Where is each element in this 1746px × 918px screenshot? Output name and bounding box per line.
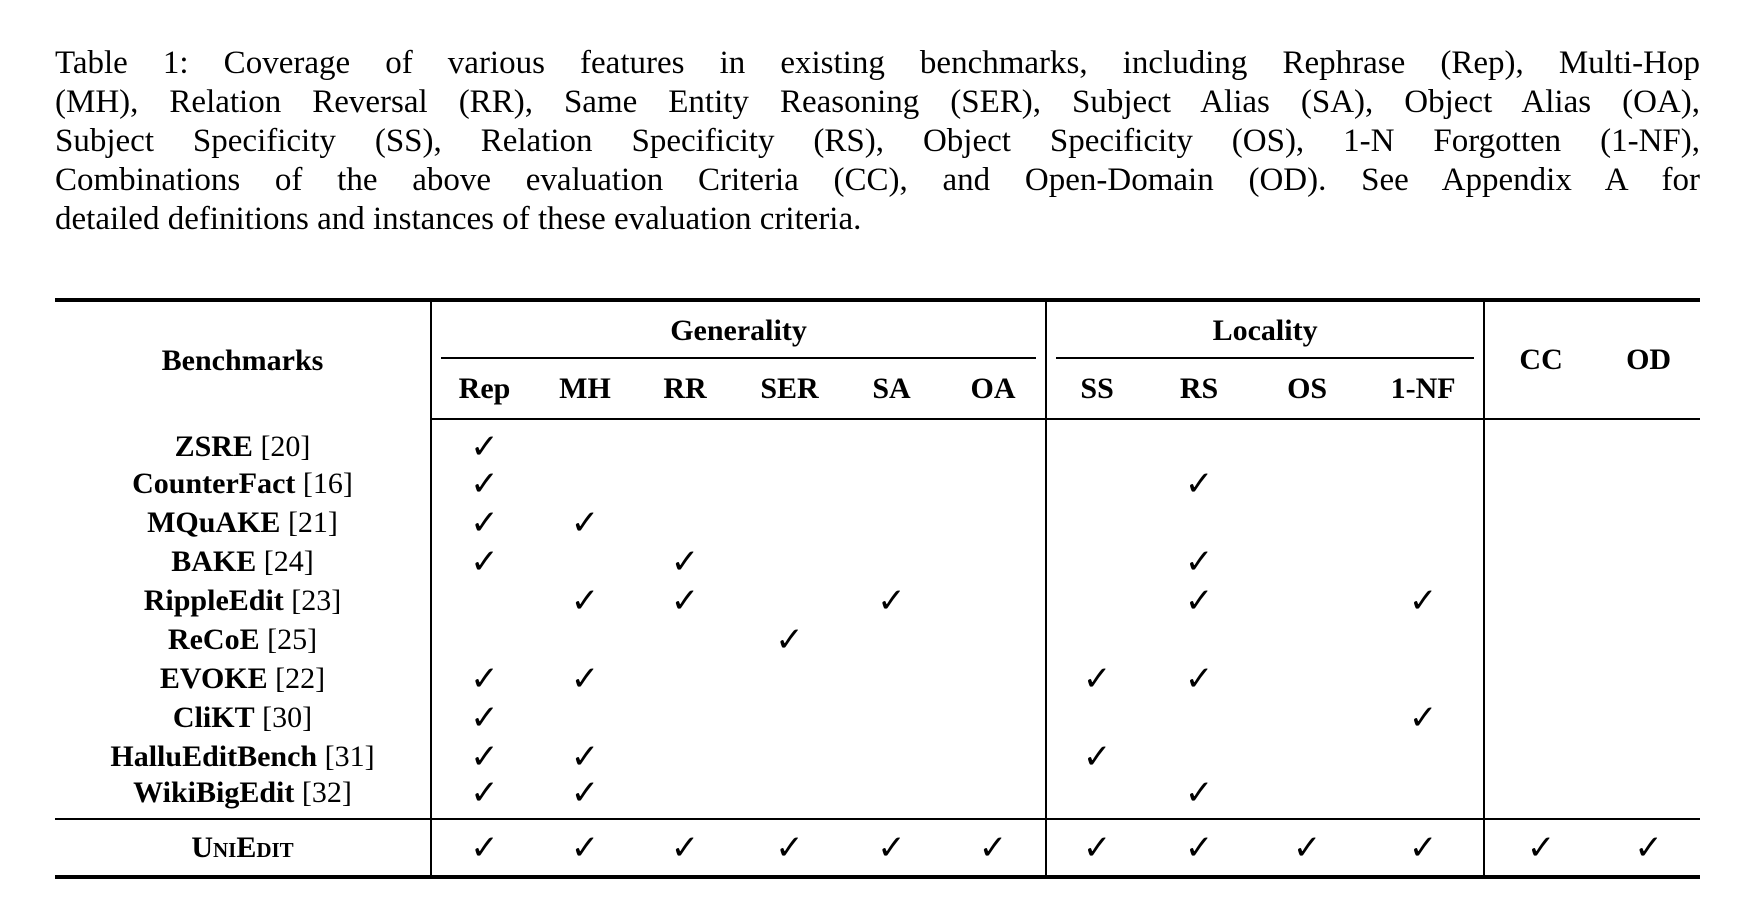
table-row — [55, 419, 1700, 464]
table-row — [55, 698, 1700, 737]
benchmark-ref: [31] — [317, 739, 375, 773]
locality-group-header: Locality — [1046, 300, 1484, 359]
benchmark-ref: [25] — [259, 622, 318, 656]
empty-cell — [633, 419, 737, 464]
benchmark-name: MQuAKE — [147, 505, 281, 539]
empty-cell — [1046, 464, 1147, 503]
empty-cell — [941, 464, 1046, 503]
check-icon: ✓ — [1046, 737, 1147, 776]
empty-cell — [941, 659, 1046, 698]
empty-cell — [737, 419, 842, 464]
col-header-rep: Rep — [431, 359, 537, 419]
empty-cell — [842, 542, 941, 581]
benchmark-name: BAKE — [171, 544, 257, 578]
empty-cell — [1251, 620, 1363, 659]
empty-cell — [1363, 503, 1484, 542]
benchmark-label — [55, 698, 431, 737]
empty-cell — [1147, 737, 1251, 776]
check-icon: ✓ — [1184, 541, 1214, 582]
uniedit-row — [55, 819, 1700, 877]
benchmark-label — [55, 464, 431, 503]
empty-cell — [737, 581, 842, 620]
benchmark-name: CliKT — [172, 700, 255, 734]
empty-cell — [1363, 464, 1484, 503]
benchmark-name: EVOKE — [159, 661, 268, 695]
empty-cell — [1363, 542, 1484, 581]
empty-cell — [1251, 659, 1363, 698]
empty-cell — [1597, 620, 1700, 659]
empty-cell — [842, 737, 941, 776]
empty-cell — [1484, 737, 1597, 776]
empty-cell — [842, 419, 941, 464]
benchmark-ref: [32] — [294, 776, 352, 809]
empty-cell — [842, 620, 941, 659]
check-icon: ✓ — [431, 542, 537, 581]
check-icon: ✓ — [1408, 580, 1438, 621]
table-caption — [55, 44, 1700, 239]
empty-cell — [737, 776, 842, 819]
col-header-1nf: 1-NF — [1363, 359, 1484, 419]
empty-cell — [1147, 698, 1251, 737]
check-icon: ✓ — [1408, 697, 1438, 738]
check-icon: ✓ — [570, 736, 600, 777]
empty-cell — [737, 698, 842, 737]
benchmark-label — [55, 581, 431, 620]
empty-cell — [1597, 776, 1700, 819]
empty-cell — [1597, 542, 1700, 581]
empty-cell — [633, 503, 737, 542]
empty-cell — [1363, 659, 1484, 698]
table-row — [55, 737, 1700, 776]
table-row — [55, 464, 1700, 503]
empty-cell — [941, 419, 1046, 464]
check-icon: ✓ — [1184, 773, 1214, 813]
empty-cell — [1046, 698, 1147, 737]
empty-cell — [537, 419, 633, 464]
table-row — [55, 620, 1700, 659]
check-icon: ✓ — [431, 464, 537, 503]
col-header-os: OS — [1251, 359, 1363, 419]
col-header-rs: RS — [1147, 359, 1251, 419]
empty-cell — [1251, 503, 1363, 542]
generality-group-header: Generality — [431, 300, 1046, 359]
empty-cell — [1597, 659, 1700, 698]
check-icon: ✓ — [431, 819, 537, 877]
check-icon: ✓ — [1597, 819, 1700, 877]
benchmark-label — [55, 819, 431, 877]
check-icon: ✓ — [775, 619, 804, 660]
benchmark-name: ZSRE — [174, 429, 253, 463]
empty-cell — [941, 698, 1046, 737]
col-header-od: OD — [1597, 300, 1700, 419]
empty-cell — [633, 464, 737, 503]
benchmark-ref: [30] — [254, 700, 313, 734]
group-header-row — [55, 300, 1700, 359]
check-icon: ✓ — [570, 658, 600, 699]
col-header-ser: SER — [737, 359, 842, 419]
check-icon: ✓ — [431, 659, 537, 698]
empty-cell — [633, 698, 737, 737]
caption-line: (MH), Relation Reversal (RR), Same Entity Reasoning (SER), Subject Alias (SA), Object Alias (OA), — [55, 84, 1700, 120]
benchmark-label — [55, 620, 431, 659]
empty-cell — [1484, 542, 1597, 581]
empty-cell — [1484, 620, 1597, 659]
empty-cell — [1251, 698, 1363, 737]
check-icon: ✓ — [1484, 819, 1597, 877]
benchmark-label — [55, 419, 431, 464]
benchmark-label — [55, 542, 431, 581]
empty-cell — [1597, 581, 1700, 620]
check-icon: ✓ — [570, 502, 600, 543]
benchmark-name: ReCoE — [167, 622, 260, 656]
empty-cell — [537, 464, 633, 503]
empty-cell — [1363, 776, 1484, 819]
check-icon: ✓ — [1363, 819, 1484, 877]
empty-cell — [1597, 698, 1700, 737]
empty-cell — [1484, 776, 1597, 819]
benchmark-name: CounterFact — [132, 466, 296, 500]
empty-cell — [1484, 419, 1597, 464]
check-icon: ✓ — [1184, 580, 1214, 621]
check-icon: ✓ — [431, 419, 537, 464]
table-row — [55, 776, 1700, 819]
empty-cell — [1484, 581, 1597, 620]
benchmark-ref: [16] — [295, 466, 353, 500]
check-icon: ✓ — [941, 819, 1046, 877]
caption-line: Subject Specificity (SS), Relation Specificity (RS), Object Specificity (OS), 1-N Forgotten (1-NF), — [55, 123, 1700, 159]
empty-cell — [737, 659, 842, 698]
empty-cell — [1484, 698, 1597, 737]
empty-cell — [941, 581, 1046, 620]
col-header-rr: RR — [633, 359, 737, 419]
check-icon: ✓ — [1184, 658, 1214, 699]
empty-cell — [1363, 419, 1484, 464]
benchmark-name: WikiBigEdit — [133, 776, 295, 809]
empty-cell — [1046, 776, 1147, 819]
table-row — [55, 581, 1700, 620]
check-icon: ✓ — [877, 580, 906, 621]
benchmark-label — [55, 659, 431, 698]
empty-cell — [1046, 503, 1147, 542]
check-icon: ✓ — [431, 503, 537, 542]
table-body — [55, 419, 1700, 819]
caption-line: Table 1: Coverage of various features in existing benchmarks, including Rephrase (Rep), Multi-Hop — [55, 45, 1700, 81]
check-icon: ✓ — [633, 819, 737, 877]
benchmark-name: HalluEditBench — [110, 739, 318, 773]
empty-cell — [1147, 419, 1251, 464]
benchmark-label — [55, 776, 431, 819]
check-icon: ✓ — [1147, 819, 1251, 877]
check-icon: ✓ — [737, 819, 842, 877]
benchmark-ref: [24] — [256, 544, 314, 578]
check-icon: ✓ — [570, 773, 600, 813]
empty-cell — [1597, 419, 1700, 464]
col-header-sa: SA — [842, 359, 941, 419]
empty-cell — [431, 620, 537, 659]
empty-cell — [1046, 542, 1147, 581]
empty-cell — [1251, 581, 1363, 620]
empty-cell — [1251, 419, 1363, 464]
empty-cell — [1251, 776, 1363, 819]
empty-cell — [537, 620, 633, 659]
empty-cell — [633, 659, 737, 698]
empty-cell — [737, 464, 842, 503]
empty-cell — [941, 776, 1046, 819]
caption-line: Combinations of the above evaluation Criteria (CC), and Open-Domain (OD). See Appendix A for — [55, 162, 1700, 198]
check-icon: ✓ — [842, 819, 941, 877]
empty-cell — [941, 737, 1046, 776]
benchmarks-column-header: Benchmarks — [55, 300, 431, 419]
table-row — [55, 659, 1700, 698]
table-row — [55, 542, 1700, 581]
benchmarks-table — [55, 298, 1700, 879]
empty-cell — [537, 542, 633, 581]
check-icon: ✓ — [1046, 659, 1147, 698]
check-icon: ✓ — [431, 737, 537, 776]
check-icon: ✓ — [670, 580, 700, 621]
table-row — [55, 503, 1700, 542]
empty-cell — [842, 503, 941, 542]
empty-cell — [633, 620, 737, 659]
empty-cell — [737, 737, 842, 776]
empty-cell — [737, 542, 842, 581]
check-icon: ✓ — [431, 698, 537, 737]
empty-cell — [737, 503, 842, 542]
benchmark-ref: [20] — [252, 429, 311, 463]
table-footer — [55, 819, 1700, 877]
empty-cell — [1251, 464, 1363, 503]
empty-cell — [941, 503, 1046, 542]
empty-cell — [842, 776, 941, 819]
empty-cell — [842, 698, 941, 737]
check-icon: ✓ — [537, 819, 633, 877]
empty-cell — [842, 659, 941, 698]
col-header-ss: SS — [1046, 359, 1147, 419]
empty-cell — [1147, 503, 1251, 542]
empty-cell — [1251, 542, 1363, 581]
check-icon: ✓ — [431, 776, 537, 819]
col-header-mh: MH — [537, 359, 633, 419]
benchmark-label — [55, 737, 431, 776]
empty-cell — [633, 737, 737, 776]
benchmark-label — [55, 503, 431, 542]
empty-cell — [941, 620, 1046, 659]
empty-cell — [537, 698, 633, 737]
empty-cell — [1597, 737, 1700, 776]
empty-cell — [1484, 464, 1597, 503]
check-icon: ✓ — [570, 580, 600, 621]
empty-cell — [1046, 419, 1147, 464]
benchmark-ref: [23] — [283, 583, 342, 617]
empty-cell — [1363, 620, 1484, 659]
empty-cell — [1046, 620, 1147, 659]
check-icon: ✓ — [1184, 463, 1214, 504]
empty-cell — [633, 776, 737, 819]
benchmark-name: RippleEdit — [143, 583, 284, 617]
benchmark-ref: [22] — [267, 661, 326, 695]
benchmark-name: UniEdit — [191, 830, 294, 864]
benchmarks-table-wrap — [55, 298, 1700, 879]
empty-cell — [1597, 503, 1700, 542]
empty-cell — [1597, 464, 1700, 503]
benchmark-ref: [21] — [280, 505, 338, 539]
empty-cell — [1484, 659, 1597, 698]
empty-cell — [941, 542, 1046, 581]
empty-cell — [431, 581, 537, 620]
empty-cell — [1147, 620, 1251, 659]
col-header-oa: OA — [941, 359, 1046, 419]
empty-cell — [1251, 737, 1363, 776]
col-header-cc: CC — [1484, 300, 1597, 419]
empty-cell — [1484, 503, 1597, 542]
check-icon: ✓ — [1251, 819, 1363, 877]
check-icon: ✓ — [670, 541, 700, 582]
empty-cell — [1363, 737, 1484, 776]
table-header — [55, 300, 1700, 419]
empty-cell — [1046, 581, 1147, 620]
empty-cell — [842, 464, 941, 503]
caption-line: detailed definitions and instances of these evaluation criteria. — [55, 201, 862, 237]
check-icon: ✓ — [1046, 819, 1147, 877]
